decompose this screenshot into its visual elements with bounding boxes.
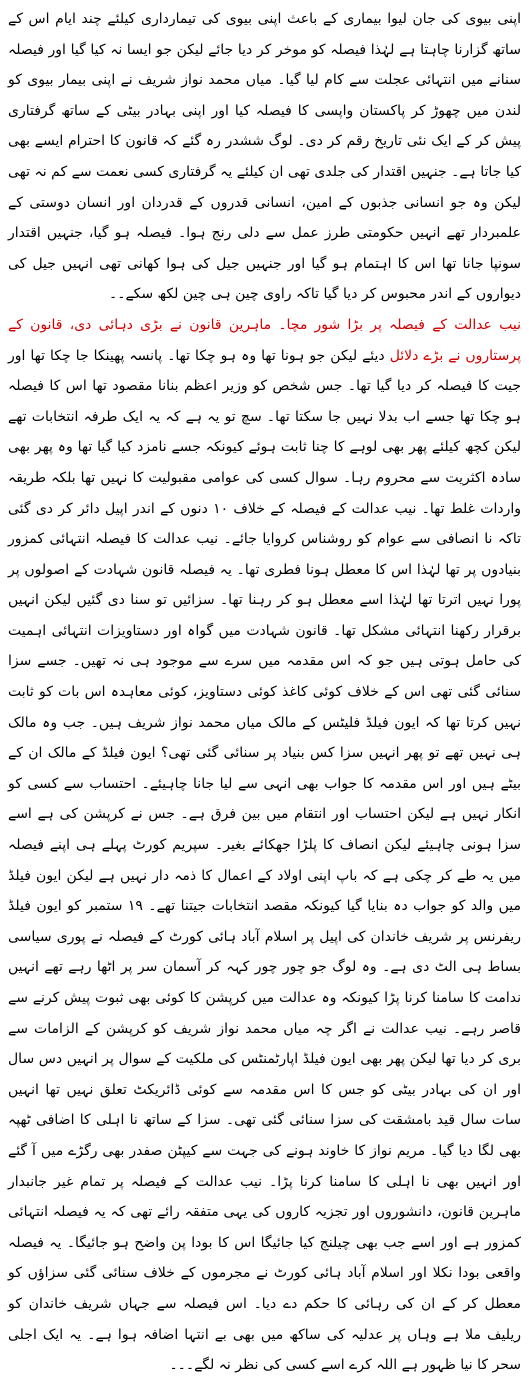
- article-paragraph-2-body: دیئے لیکن جو ہونا تھا وہ ہو چکا تھا۔ پانسہ پھینکا جا چکا تھا اور جیت کا فیصلہ کر دیا گیا تھا۔ جس شخص کو وزیر اعظم بنانا مقصود تھا اس کا فیصلہ ہو چکا تھا جسے اب بدلا نہیں جا سکتا تھا۔ سچ تو یہ ہے کہ یہ ایک طرفہ انتخابات تھے لیکن کچھ کیلئے پھر بھی لوہے کا چنا ثابت ہوئے کیونکہ جسے نامزد کیا گیا تھا وہ پھر بھی سادہ اکثریت سے محروم رہا۔ سوال کسی کی عوامی مقبولیت کا نہیں تھا بلکہ طریقہ واردات غلط تھا۔ نیب عدالت کے فیصلہ کے خلاف ۱۰ دنوں کے اندر اپیل دائر کر دی گئی تاکہ نا انصافی سے عوام کو روشناس کروایا جائے۔ نیب عدالت کا فیصلہ انتہائی کمزور بنیادوں پر تھا لہٰذا اس کا معطل ہونا فطری تھا۔ یہ فیصلہ قانون شہادت کے اصولوں پر پورا نہیں اترتا تھا لہٰذا اسے معطل ہو کر رہنا تھا۔ سزائیں تو سنا دی گئیں لیکن انہیں برقرار رکھنا انتہائی مشکل تھا۔ قانون شہادت میں گواہ اور دستاویزات انتہائی اہمیت کی حامل ہوتی ہیں جو کہ اس مقدمہ میں سرے سے موجود ہی نہ تھیں۔ جسے سزا سنائی گئی تھی اس کے خلاف کوئی کاغذ کوئی دستاویز، کوئی معاہدہ اس بات کو ثابت نہیں کرتا تھا کہ ایون فیلڈ فلیٹس کے مالک میاں محمد نواز شریف ہیں۔ جب وہ مالک ہی نہیں تھے تو پھر انہیں سزا کس بنیاد پر سنائی گئی تھی؟ ایون فیلڈ کے مالک ان کے بیٹے ہیں اور اس مقدمہ کا جواب بھی انہی سے لیا جانا چاہیئے۔ احتساب سے کسی کو انکار نہیں ہے لیکن احتساب اور انتقام میں بین فرق ہے۔ جس نے کرپشن کی ہے اسے سزا ہونی چاہیئے لیکن انصاف کا پلڑا جھکائے بغیر۔ سپریم کورٹ پہلے ہی اپنے فیصلہ میں یہ طے کر چکی ہے کہ باپ اپنی اولاد کے اعمال کا ذمہ دار نہیں ہے لیکن ایون فیلڈ میں والد کو جواب دہ بنایا گیا کیونکہ مقصد انتخابات جیتنا تھے۔ ۱۹ ستمبر کو ایون فیلڈ ریفرنس پر شریف خاندان کی اپیل پر اسلام آباد ہائی کورٹ کے فیصلہ نے پوری سیاسی بساط ہی الٹ دی ہے۔ وہ لوگ جو چور چور کہہ کر آسمان سر پر اٹھا رہے تھے انہیں ندامت کا سامنا کرنا پڑا کیونکہ وہ عدالت میں کرپشن کا کوئی بھی ثبوت پیش کرنے سے قاصر رہے۔ نیب عدالت نے اگر چہ میاں محمد نواز شریف کو کرپشن کے الزامات سے بری کر دیا تھا لیکن پھر بھی ایون فیلڈ اپارٹمنٹس کی ملکیت کے سوال پر انہیں دس سال اور ان کی بہادر بیٹی کو جس کا اس مقدمہ سے کوئی ڈائریکٹ تعلق نہیں تھا انہیں سات سال قید بامشقت کی سزا سنائی گئی تھی۔ سزا کے ساتھ نا اہلی کا اضافی ٹھپہ بھی لگا دیا گیا۔ مریم نواز کا خاوند ہونے کی جہت سے کیپٹن صفدر بھی رگڑے میں آ گئے اور انہیں بھی نا اہلی کا سامنا کرنا پڑا۔ نیب عدالت کے فیصلہ پر تمام غیر جانبدار ماہرین قانون، دانشوروں اور تجزیہ کاروں کی یہی متفقہ رائے تھی کہ یہ فیصلہ انتہائی کمزور ہے اور اسے جب بھی چیلنج کیا جائیگا اس کا بودا پن واضح ہو جائیگا۔ یہ فیصلہ واقعی بودا نکلا اور اسلام آباد ہائی کورٹ نے مجرموں کے خلاف سنائی گئی سزاؤں کو معطل کر کے ان کی رہائی کا حکم دے دیا۔ اس فیصلہ سے جہاں شریف خاندان کو ریلیف ملا ہے وہاں پر عدلیہ کی ساکھ میں بھی بے انتہا اضافہ ہوا ہے۔ یہ ایک اجلی سحر کا نیا ظہور ہے اللہ کرے اسے کسی کی نظر نہ لگے۔۔۔: [8, 347, 521, 1374]
- article-headline: نیب عدالت کے فیصلہ پر بڑا شور مچا۔ ماہرین قانون نے بڑی دہائی دی، قانون کے پرستاروں نے بڑے دلائل: [8, 316, 521, 364]
- article-paragraph-1: اپنی بیوی کی جان لیوا بیماری کے باعث اپنی بیوی کی تیمارداری کیلئے چند ایام اس کے ساتھ گزارنا چاہتا ہے لہٰذا فیصلہ کو موخر کر دیا جائے لیکن جو ایسا نہ کیا گیا اور فیصلہ سنانے میں انتہائی عجلت سے کام لیا گیا۔ میاں محمد نواز شریف نے اپنی بیمار بیوی کو لندن میں چھوڑ کر پاکستان واپسی کا فیصلہ کیا اور اپنی بہادر بیٹی کے ساتھ گرفتاری پیش کر کے ایک نئی تاریخ رقم کر دی۔ لوگ ششدر رہ گئے کہ قانون کا احترام ایسے بھی کیا جاتا ہے۔ جنہیں اقتدار کی جلدی تھی ان کیلئے یہ گرفتاری کسی نعمت سے کم نہ تھی لیکن وہ جو انسانی جذبوں کے امین، انسانی قدروں کے قدردان اور انسان دوستی کے علمبردار تھے انہیں حکومتی طرز عمل سے دلی رنج ہوا۔ فیصلہ ہو گیا، جنہیں اقتدار سونپا جانا تھا اس کا اہتمام ہو گیا اور جنہیں جیل کی ہوا کھانی تھی انہیں جیل کی دیواروں کے اندر محبوس کر دیا گیا تاکہ راوی چین ہی چین لکھ سکے۔۔: [8, 11, 521, 303]
- article-paragraph-2: [8, 310, 521, 1381]
